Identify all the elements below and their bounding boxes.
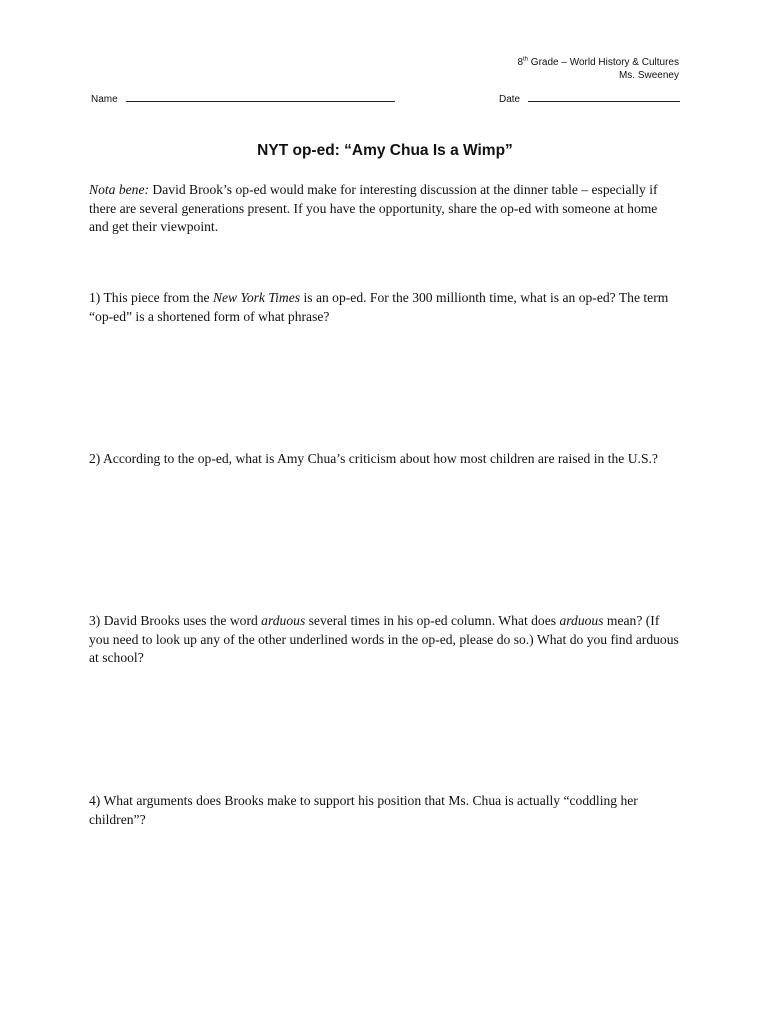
intro-text: David Brook’s op-ed would make for interesting discussion at the dinner table – especially if there are several generations present. If you have the opportunity, share the op-ed with someone at home and get their viewpoint. — [89, 182, 658, 234]
date-field — [499, 92, 680, 105]
question-4: 4) What arguments does Brooks make to support his position that Ms. Chua is actually “coddling her children”? — [89, 793, 638, 827]
question-3: 3) David Brooks uses the word arduous several times in his op-ed column. What does arduous mean? (If you need to look up any of the other underlined words in the op-ed, please do so.) What do you find arduous at school? — [89, 613, 679, 665]
intro-paragraph — [89, 181, 679, 237]
course-header — [517, 56, 679, 82]
teacher-name: Ms. Sweeney — [618, 70, 679, 81]
date-label: Date — [499, 94, 521, 105]
question-1: 1) This piece from the New York Times is an op-ed. For the 300 millionth time, what is an op-ed? The term “op-ed” is a shortened form of what phrase? — [89, 290, 669, 324]
name-blank-line[interactable] — [126, 92, 395, 102]
name-label: Name — [91, 94, 118, 105]
course-line: 8th Grade – World History & Cultures — [517, 56, 679, 68]
page-title: NYT op-ed: “Amy Chua Is a Wimp” — [257, 142, 513, 159]
term-arduous: arduous — [559, 613, 604, 628]
question-2: 2) According to the op-ed, what is Amy Chua’s criticism about how most children are raised in the U.S.? — [89, 451, 658, 466]
name-field — [91, 92, 395, 105]
publication-name: New York Times — [212, 290, 301, 305]
term-arduous: arduous — [261, 613, 306, 628]
nota-bene-label: Nota bene: — [89, 182, 150, 197]
date-blank-line[interactable] — [528, 92, 680, 102]
